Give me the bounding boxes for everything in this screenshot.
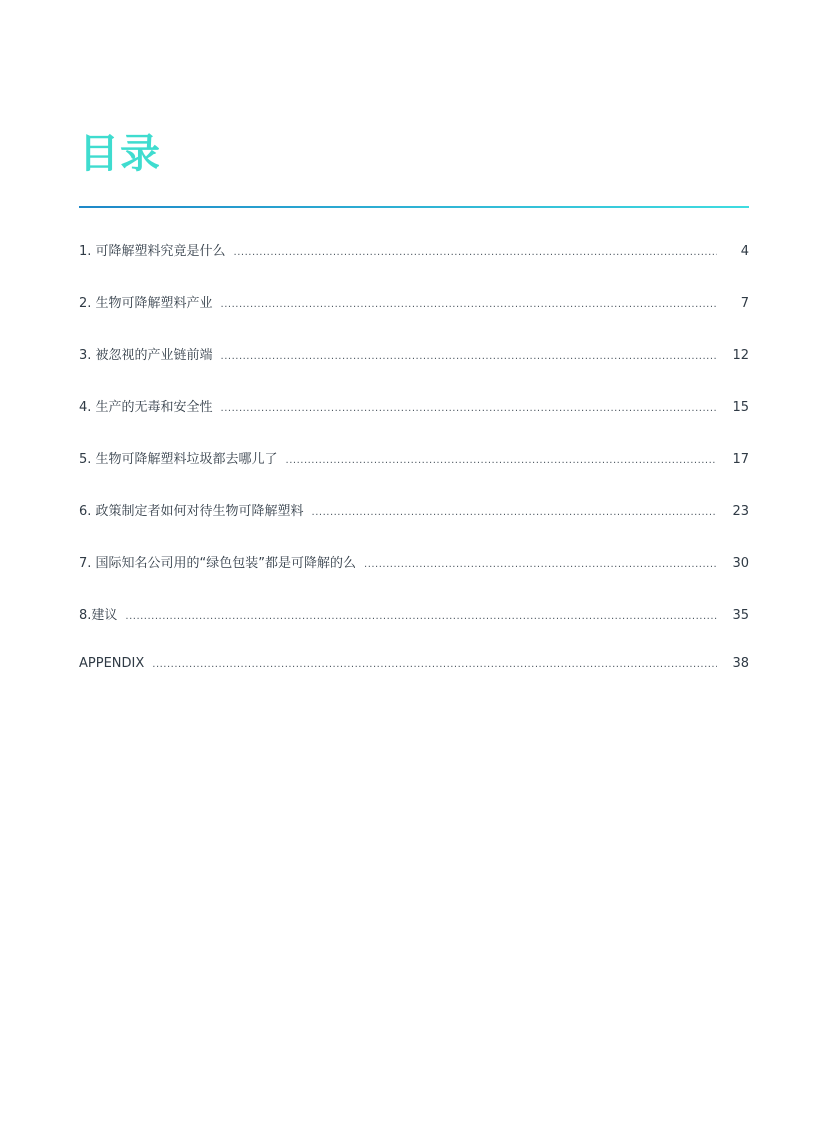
toc-entry[interactable] [79,344,749,396]
toc-entry-label: 6. 政策制定者如何对待生物可降解塑料 [79,504,304,519]
toc-entry-page: 23 [732,504,749,519]
toc-title: 目录 [79,131,161,177]
toc-entry[interactable] [79,240,749,292]
toc-entry-label: 3. 被忽视的产业链前端 [79,348,213,363]
toc-list [79,240,749,708]
toc-entry-page: 17 [732,452,749,467]
toc-entry-page: 7 [740,296,749,311]
dot-leader [221,299,717,310]
dot-leader [364,559,717,570]
dot-leader [286,455,717,466]
toc-entry-label: APPENDIX [79,656,145,671]
toc-entry[interactable] [79,292,749,344]
toc-entry-label: 5. 生物可降解塑料垃圾都去哪儿了 [79,452,278,467]
toc-entry[interactable] [79,396,749,448]
toc-entry-page: 15 [732,400,749,415]
dot-leader [125,611,717,622]
dot-leader [221,403,717,414]
dot-leader [152,659,717,670]
toc-entry[interactable] [79,500,749,552]
toc-entry-page: 38 [732,656,749,671]
toc-entry-label: 4. 生产的无毒和安全性 [79,400,213,415]
toc-entry-label: 1. 可降解塑料究竟是什么 [79,244,226,259]
toc-entry-page: 12 [732,348,749,363]
dot-leader [221,351,717,362]
toc-entry-label: 7. 国际知名公司用的“绿色包装”都是可降解的么 [79,556,357,571]
toc-entry-label: 8.建议 [79,608,118,623]
toc-entry-label: 2. 生物可降解塑料产业 [79,296,213,311]
dot-leader [312,507,717,518]
toc-entry[interactable] [79,448,749,500]
toc-entry[interactable] [79,656,749,708]
toc-entry[interactable] [79,604,749,656]
toc-entry[interactable] [79,552,749,604]
toc-entry-page: 35 [732,608,749,623]
toc-entry-page: 4 [740,244,749,259]
toc-entry-page: 30 [732,556,749,571]
title-divider [79,206,749,208]
dot-leader [234,247,717,258]
